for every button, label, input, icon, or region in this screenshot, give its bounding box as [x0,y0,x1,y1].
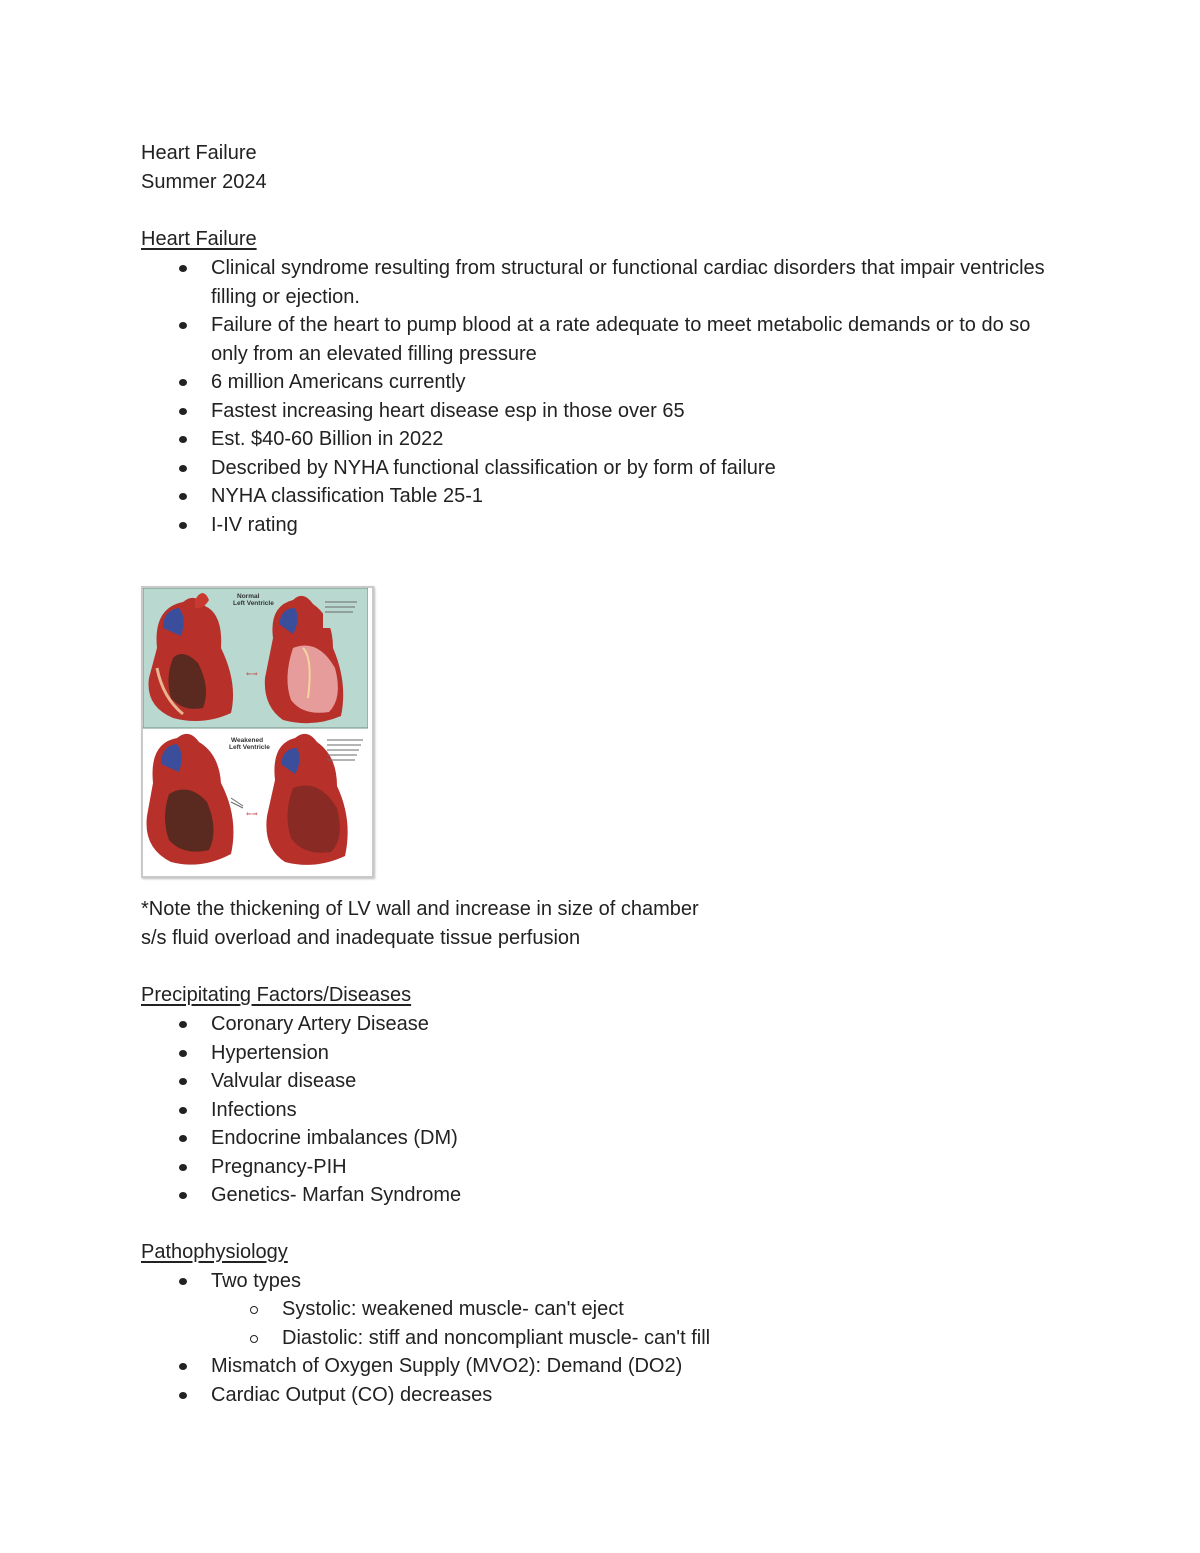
list-item: Fastest increasing heart disease esp in those over 65 [141,397,1061,426]
list-item: Genetics- Marfan Syndrome [141,1181,1061,1210]
list-item [141,1267,1061,1353]
pathophysiology-sub-list [211,1295,1061,1352]
list-item: Hypertension [141,1039,1061,1068]
list-item: Failure of the heart to pump blood at a rate adequate to meet metabolic demands or to do so only from an elevated filling pressure [141,311,1061,368]
list-item: Cardiac Output (CO) decreases [141,1381,1061,1410]
list-item: Endocrine imbalances (DM) [141,1124,1061,1153]
list-item: Infections [141,1096,1061,1125]
document-title: Heart Failure [141,142,257,164]
list-item: Coronary Artery Disease [141,1010,1061,1039]
section-heading-pathophysiology: Pathophysiology [141,1240,288,1263]
section-heading-heart-failure: Heart Failure [141,228,257,250]
normal-left-ventricle-label: Normal Left Ventricle [233,593,274,607]
heart-failure-bullet-list [141,254,1061,539]
pathophysiology-bullet-list [141,1267,1061,1410]
list-item: 6 million Americans currently [141,368,1061,397]
list-item: Est. $40-60 Billion in 2022 [141,425,1061,454]
list-item: Mismatch of Oxygen Supply (MVO2): Demand (DO2) [141,1352,1061,1381]
document-page [141,139,1061,1409]
list-item: NYHA classification Table 25-1 [141,482,1061,511]
note-line-2: s/s fluid overload and inadequate tissue perfusion [141,927,581,949]
list-item: Valvular disease [141,1067,1061,1096]
section-heading-precipitating-factors: Precipitating Factors/Diseases [141,984,412,1006]
sub-list-item: Diastolic: stiff and noncompliant muscle- can't fill [211,1324,1061,1353]
list-item: Clinical syndrome resulting from structural or functional cardiac disorders that impair ventricles filling or ejection. [141,254,1061,311]
precipitating-factors-bullet-list [141,1010,1061,1210]
list-item: Described by NYHA functional classification or by form of failure [141,454,1061,483]
list-item: I-IV rating [141,511,1061,540]
note-line-1: *Note the thickening of LV wall and increase in size of chamber [141,898,699,920]
heart-ventricle-illustration [141,586,374,878]
list-item-text: Two types [211,1269,302,1292]
weakened-left-ventricle-label: Weakened Left Ventricle [229,737,270,751]
document-term: Summer 2024 [141,171,267,193]
svg-text:⇐⇒: ⇐⇒ [246,810,258,818]
list-item: Pregnancy-PIH [141,1153,1061,1182]
heart-illustration-svg [143,588,368,872]
sub-list-item: Systolic: weakened muscle- can't eject [211,1295,1061,1324]
svg-text:⇐⇒: ⇐⇒ [246,670,258,678]
